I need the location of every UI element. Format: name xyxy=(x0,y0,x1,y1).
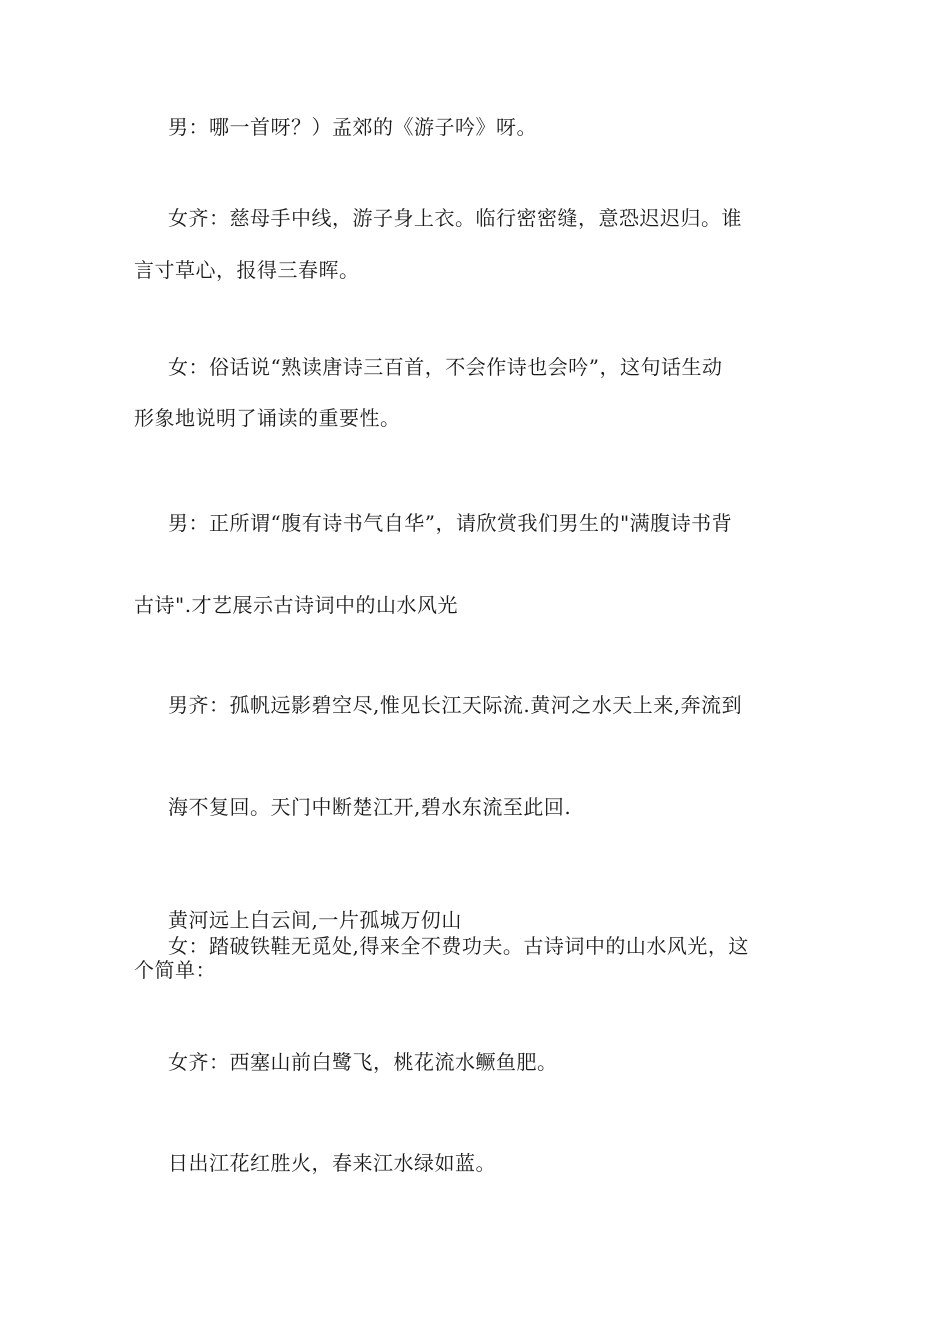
text-line: 海不复回。天门中断楚江开,碧水东流至此回. xyxy=(168,795,572,819)
text-line: 男：哪一首呀？）孟郊的《游子吟》呀。 xyxy=(168,115,537,139)
text-line: 黄河远上白云间,一片孤城万仞山 xyxy=(168,908,462,932)
text-line: 女：踏破铁鞋无觅处,得来全不费功夫。古诗词中的山水风光，这 xyxy=(168,934,749,958)
text-line: 女齐：慈母手中线，游子身上衣。临行密密缝，意恐迟迟归。谁 xyxy=(168,206,742,230)
text-line: 形象地说明了诵读的重要性。 xyxy=(134,406,401,430)
text-line: 日出江花红胜火，春来江水绿如蓝。 xyxy=(168,1151,496,1175)
text-line: 女：俗话说“熟读唐诗三百首，不会作诗也会吟”，这句话生动 xyxy=(168,355,723,379)
text-line: 女齐：西塞山前白鹭飞，桃花流水鳜鱼肥。 xyxy=(168,1050,558,1074)
text-line: 男齐：孤帆远影碧空尽,惟见长江天际流.黄河之水天上来,奔流到 xyxy=(168,693,743,717)
text-line: 古诗".才艺展示古诗词中的山水风光 xyxy=(134,593,459,617)
text-line: 男：正所谓“腹有诗书气自华”，请欣赏我们男生的"满腹诗书背 xyxy=(168,511,733,535)
text-line: 言寸草心，报得三春晖。 xyxy=(134,258,360,282)
text-line: 个简单： xyxy=(134,958,216,982)
